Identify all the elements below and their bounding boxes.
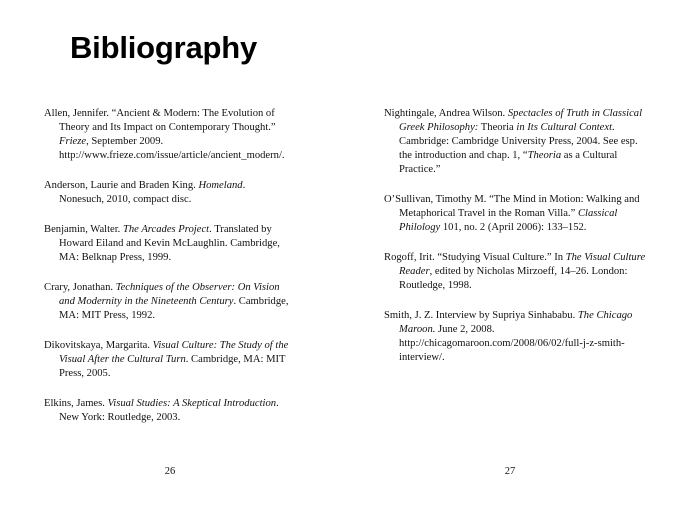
bibliography-entry: [44, 107, 292, 163]
entry-text: June 2, 2008. http://chicagomaroon.com/2008/06/02/full-j-z-smith-interview/.: [399, 324, 625, 363]
bibliography-entry: [44, 397, 292, 425]
entry-text: Dikovitskaya, Margarita.: [44, 340, 153, 351]
entry-text: O’Sullivan, Timothy M. “The Mind in Motion: Walking and Metaphorical Travel in the Roman Villa.”: [384, 194, 640, 219]
entry-text: 101, no. 2 (April 2006): 133–152.: [440, 222, 587, 233]
entry-text: Crary, Jonathan.: [44, 282, 116, 293]
entry-text: Smith, J. Z. Interview by Supriya Sinhababu.: [384, 310, 578, 321]
entry-text: . Cambridge, MA: MIT Press, 1992.: [59, 296, 289, 321]
bibliography-entry: [44, 179, 292, 207]
entry-text: Allen, Jennifer. “Ancient & Modern: The Evolution of Theory and Its Impact on Contemporary Thought.”: [44, 108, 276, 133]
entry-italic-text: Techniques of the Observer: On Vision and Modernity in the Nineteenth Century: [59, 282, 280, 307]
bibliography-list-left: [44, 107, 292, 441]
entry-italic-text: The Chicago Maroon.: [399, 310, 633, 335]
bibliography-entry: [44, 281, 292, 323]
entry-italic-text: Homeland: [198, 180, 243, 191]
entry-text: Nightingale, Andrea Wilson.: [384, 108, 508, 119]
bibliography-entry: [384, 251, 646, 293]
entry-text: Elkins, James.: [44, 398, 108, 409]
bibliography-list-right: [384, 107, 646, 381]
right-page: [340, 0, 680, 506]
entry-text: . Cambridge, MA: MIT Press, 2005.: [59, 354, 286, 379]
bibliography-entry: [384, 309, 646, 365]
bibliography-entry: [44, 339, 292, 381]
page-title: Bibliography: [70, 30, 258, 65]
entry-text: . Nonesuch, 2010, compact disc.: [59, 180, 246, 205]
entry-text: Benjamin, Walter.: [44, 224, 123, 235]
entry-italic-text: Visual Studies: A Skeptical Introduction: [107, 398, 277, 409]
entry-italic-text: The Arcades Project: [122, 224, 210, 235]
entry-text: . New York: Routledge, 2003.: [59, 398, 279, 423]
bibliography-entry: [384, 107, 646, 177]
entry-text: as a Cultural Practice.”: [399, 150, 618, 175]
entry-text: Rogoff, Irit. “Studying Visual Culture.” In: [384, 252, 566, 263]
entry-italic-text: in Its Cultural Context: [516, 122, 613, 133]
entry-text: . Translated by Howard Eiland and Kevin McLaughlin. Cambridge, MA: Belknap Press, 1999.: [59, 224, 280, 263]
entry-text: . Cambridge: Cambridge University Press, 2004. See esp. the introduction and chap. 1, “: [399, 122, 638, 161]
entry-text: Theoria: [478, 122, 517, 133]
entry-italic-text: Classical Philology: [399, 208, 618, 233]
entry-text: , September 2009. http://www.frieze.com/issue/article/ancient_modern/.: [59, 136, 285, 161]
entry-italic-text: Spectacles of Truth in Classical Greek Philosophy:: [399, 108, 643, 133]
entry-italic-text: Visual Culture: The Study of the Visual After the Cultural Turn: [59, 340, 289, 365]
page-number: 27: [504, 466, 516, 477]
page-number: 26: [164, 466, 176, 477]
bibliography-entry: [384, 193, 646, 235]
bibliography-entry: [44, 223, 292, 265]
entry-text: , edited by Nicholas Mirzoeff, 14–26. London: Routledge, 1998.: [399, 266, 628, 291]
entry-italic-text: Frieze: [59, 136, 87, 147]
entry-text: Anderson, Laurie and Braden King.: [44, 180, 199, 191]
entry-italic-text: Theoria: [527, 150, 562, 161]
entry-italic-text: The Visual Culture Reader: [399, 252, 646, 277]
